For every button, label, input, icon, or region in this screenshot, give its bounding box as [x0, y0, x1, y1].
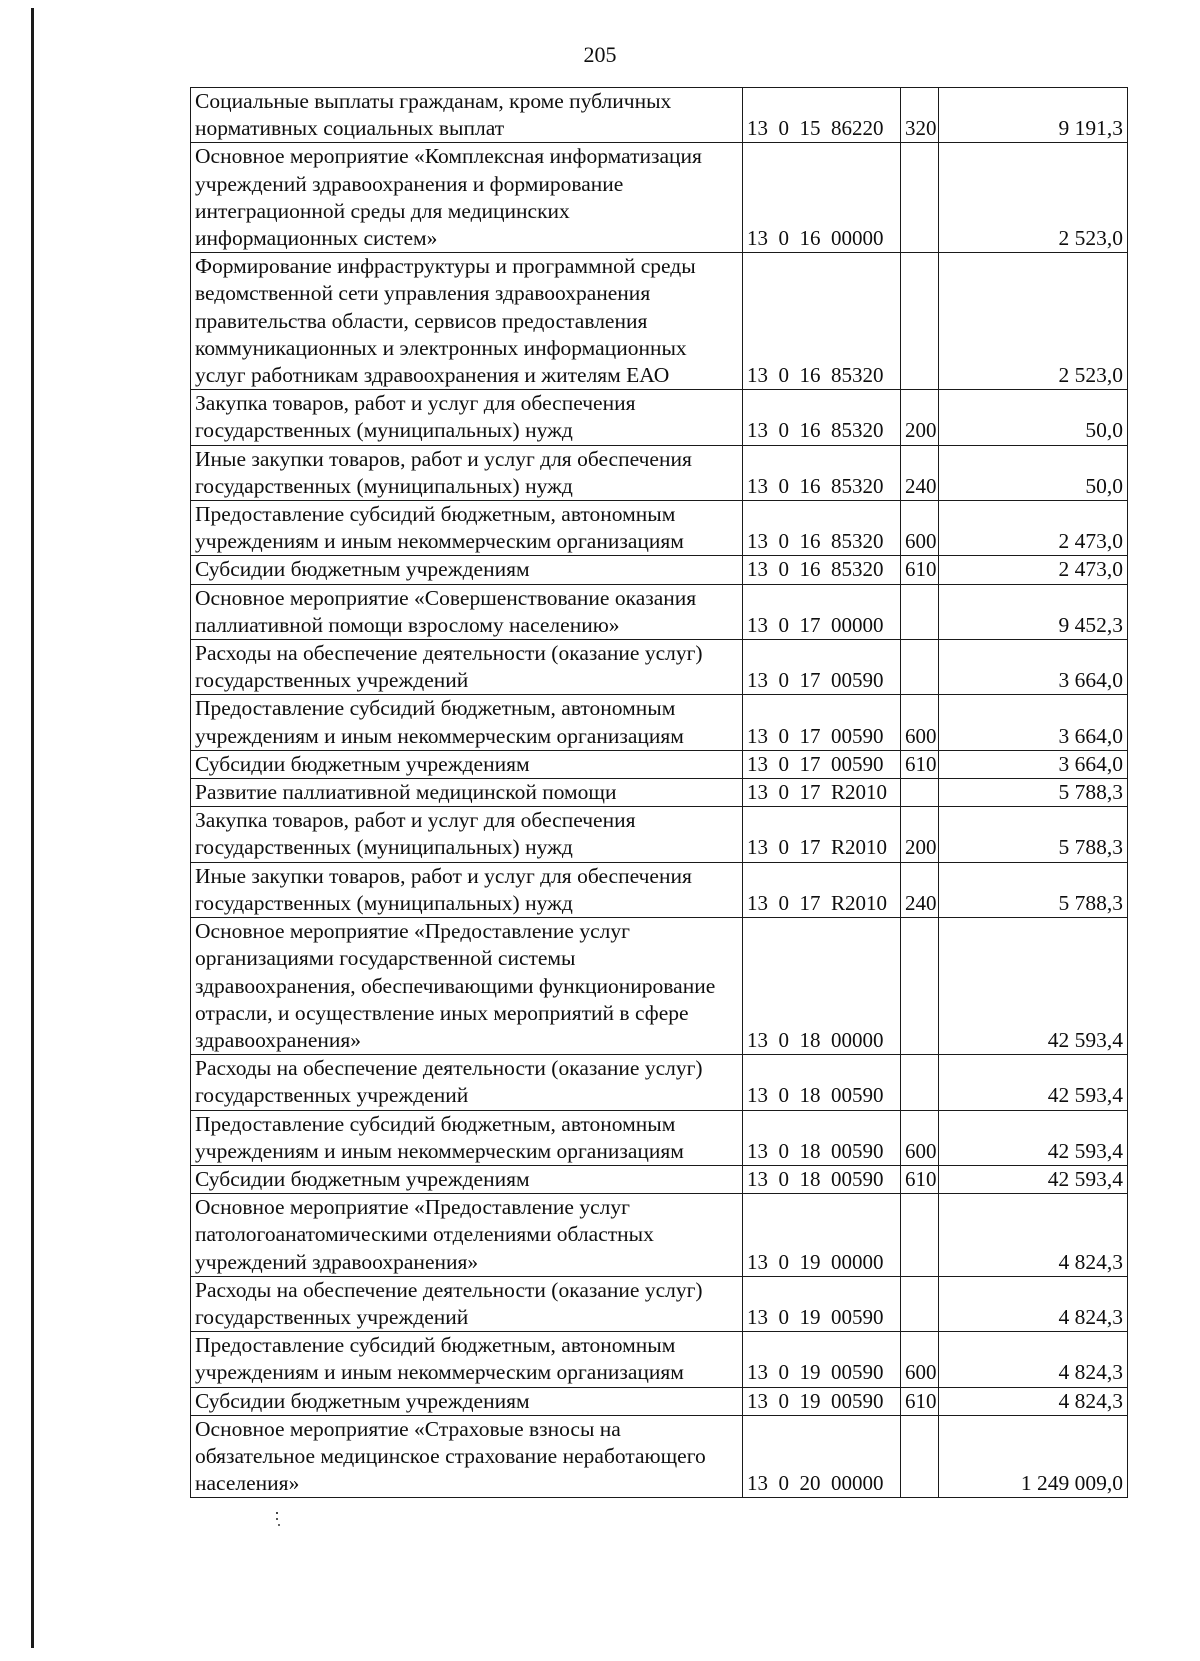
amount-cell: 2 523,0 [939, 253, 1128, 390]
expense-name-cell: Расходы на обеспечение деятельности (оказание услуг) государственных учреждений [191, 640, 743, 695]
amount-cell: 5 788,3 [939, 862, 1128, 917]
table-row [191, 584, 1128, 639]
expense-name-cell: Развитие паллиативной медицинской помощи [191, 779, 743, 807]
amount-cell: 3 664,0 [939, 750, 1128, 778]
budget-table [190, 87, 1128, 1498]
table-row [191, 556, 1128, 584]
classification-code-cell: 13 0 16 85320 [743, 556, 901, 584]
classification-code-cell: 13 0 19 00000 [743, 1194, 901, 1277]
table-row [191, 807, 1128, 862]
expense-name-cell: Предоставление субсидий бюджетным, автономным учреждениям и иным некоммерческим организациям [191, 1110, 743, 1165]
classification-code-cell: 13 0 19 00590 [743, 1387, 901, 1415]
expense-type-cell: 600 [901, 695, 939, 750]
scan-artifact [276, 1512, 278, 1514]
expense-type-cell: 600 [901, 1332, 939, 1387]
expense-type-cell [901, 918, 939, 1055]
table-row [191, 1332, 1128, 1387]
table-row [191, 501, 1128, 556]
expense-name-cell: Предоставление субсидий бюджетным, автономным учреждениям и иным некоммерческим организациям [191, 501, 743, 556]
table-row [191, 1415, 1128, 1498]
expense-type-cell [901, 1276, 939, 1331]
table-row [191, 390, 1128, 445]
expense-name-cell: Субсидии бюджетным учреждениям [191, 1387, 743, 1415]
expense-name-cell: Иные закупки товаров, работ и услуг для обеспечения государственных (муниципальных) нужд [191, 862, 743, 917]
expense-name-cell: Субсидии бюджетным учреждениям [191, 750, 743, 778]
expense-type-cell: 240 [901, 445, 939, 500]
expense-type-cell: 610 [901, 1387, 939, 1415]
table-row [191, 88, 1128, 143]
expense-type-cell: 200 [901, 390, 939, 445]
expense-name-cell: Закупка товаров, работ и услуг для обеспечения государственных (муниципальных) нужд [191, 390, 743, 445]
table-row [191, 1194, 1128, 1277]
classification-code-cell: 13 0 18 00590 [743, 1165, 901, 1193]
amount-cell: 42 593,4 [939, 918, 1128, 1055]
expense-type-cell [901, 1055, 939, 1110]
amount-cell: 4 824,3 [939, 1332, 1128, 1387]
amount-cell: 42 593,4 [939, 1055, 1128, 1110]
expense-name-cell: Основное мероприятие «Страховые взносы на обязательное медицинское страхование неработающего населения» [191, 1415, 743, 1498]
table-row [191, 1165, 1128, 1193]
classification-code-cell: 13 0 19 00590 [743, 1332, 901, 1387]
expense-type-cell: 600 [901, 1110, 939, 1165]
classification-code-cell: 13 0 15 86220 [743, 88, 901, 143]
expense-type-cell: 600 [901, 501, 939, 556]
expense-name-cell: Основное мероприятие «Совершенствование оказания паллиативной помощи взрослому населению» [191, 584, 743, 639]
expense-type-cell: 610 [901, 556, 939, 584]
table-row [191, 750, 1128, 778]
amount-cell: 2 523,0 [939, 143, 1128, 253]
amount-cell: 9 191,3 [939, 88, 1128, 143]
amount-cell: 2 473,0 [939, 501, 1128, 556]
amount-cell: 50,0 [939, 390, 1128, 445]
expense-name-cell: Предоставление субсидий бюджетным, автономным учреждениям и иным некоммерческим организациям [191, 1332, 743, 1387]
expense-type-cell [901, 1194, 939, 1277]
classification-code-cell: 13 0 18 00000 [743, 918, 901, 1055]
expense-name-cell: Основное мероприятие «Предоставление услуг патологоанатомическими отделениями областных учреждений здравоохранения» [191, 1194, 743, 1277]
classification-code-cell: 13 0 16 00000 [743, 143, 901, 253]
table-row [191, 640, 1128, 695]
expense-name-cell: Субсидии бюджетным учреждениям [191, 1165, 743, 1193]
expense-name-cell: Предоставление субсидий бюджетным, автономным учреждениям и иным некоммерческим организациям [191, 695, 743, 750]
table-row [191, 445, 1128, 500]
classification-code-cell: 13 0 17 R2010 [743, 779, 901, 807]
classification-code-cell: 13 0 16 85320 [743, 390, 901, 445]
table-row [191, 1387, 1128, 1415]
expense-type-cell [901, 584, 939, 639]
amount-cell: 4 824,3 [939, 1194, 1128, 1277]
expense-type-cell: 200 [901, 807, 939, 862]
expense-name-cell: Закупка товаров, работ и услуг для обеспечения государственных (муниципальных) нужд [191, 807, 743, 862]
classification-code-cell: 13 0 16 85320 [743, 445, 901, 500]
amount-cell: 9 452,3 [939, 584, 1128, 639]
expense-name-cell: Расходы на обеспечение деятельности (оказание услуг) государственных учреждений [191, 1055, 743, 1110]
classification-code-cell: 13 0 18 00590 [743, 1110, 901, 1165]
table-row [191, 253, 1128, 390]
amount-cell: 42 593,4 [939, 1110, 1128, 1165]
expense-name-cell: Формирование инфраструктуры и программной среды ведомственной сети управления здравоохранения правительства области, сервисов предоставления коммуникационных и электронных информационных услуг работникам здравоохранения и жителям ЕАО [191, 253, 743, 390]
expense-type-cell: 240 [901, 862, 939, 917]
expense-type-cell [901, 640, 939, 695]
classification-code-cell: 13 0 17 00590 [743, 695, 901, 750]
classification-code-cell: 13 0 17 00000 [743, 584, 901, 639]
classification-code-cell: 13 0 17 00590 [743, 640, 901, 695]
table-row [191, 1276, 1128, 1331]
amount-cell: 5 788,3 [939, 779, 1128, 807]
amount-cell: 50,0 [939, 445, 1128, 500]
classification-code-cell: 13 0 17 00590 [743, 750, 901, 778]
expense-type-cell [901, 253, 939, 390]
expense-name-cell: Основное мероприятие «Комплексная информатизация учреждений здравоохранения и формирование интеграционной среды для медицинских информационных систем» [191, 143, 743, 253]
amount-cell: 5 788,3 [939, 807, 1128, 862]
amount-cell: 3 664,0 [939, 640, 1128, 695]
expense-type-cell: 610 [901, 1165, 939, 1193]
expense-type-cell [901, 1415, 939, 1498]
expense-name-cell: Субсидии бюджетным учреждениям [191, 556, 743, 584]
table-row [191, 695, 1128, 750]
expense-name-cell: Иные закупки товаров, работ и услуг для обеспечения государственных (муниципальных) нужд [191, 445, 743, 500]
table-row [191, 1110, 1128, 1165]
amount-cell: 4 824,3 [939, 1276, 1128, 1331]
amount-cell: 3 664,0 [939, 695, 1128, 750]
table-row [191, 779, 1128, 807]
expense-name-cell: Социальные выплаты гражданам, кроме публичных нормативных социальных выплат [191, 88, 743, 143]
classification-code-cell: 13 0 18 00590 [743, 1055, 901, 1110]
classification-code-cell: 13 0 20 00000 [743, 1415, 901, 1498]
classification-code-cell: 13 0 16 85320 [743, 253, 901, 390]
table-row [191, 143, 1128, 253]
expense-type-cell [901, 779, 939, 807]
expense-type-cell [901, 143, 939, 253]
expense-name-cell: Расходы на обеспечение деятельности (оказание услуг) государственных учреждений [191, 1276, 743, 1331]
table-row [191, 918, 1128, 1055]
amount-cell: 1 249 009,0 [939, 1415, 1128, 1498]
budget-table-body [191, 88, 1128, 1498]
classification-code-cell: 13 0 17 R2010 [743, 862, 901, 917]
expense-type-cell: 610 [901, 750, 939, 778]
amount-cell: 4 824,3 [939, 1387, 1128, 1415]
binding-edge [31, 8, 34, 1648]
expense-name-cell: Основное мероприятие «Предоставление услуг организациями государственной системы здравоохранения, обеспечивающими функционирование отрасли, и осуществление иных мероприятий в сфере здравоохранения» [191, 918, 743, 1055]
expense-type-cell: 320 [901, 88, 939, 143]
classification-code-cell: 13 0 19 00590 [743, 1276, 901, 1331]
page-number: 205 [583, 42, 617, 67]
amount-cell: 42 593,4 [939, 1165, 1128, 1193]
table-row [191, 1055, 1128, 1110]
amount-cell: 2 473,0 [939, 556, 1128, 584]
classification-code-cell: 13 0 16 85320 [743, 501, 901, 556]
classification-code-cell: 13 0 17 R2010 [743, 807, 901, 862]
table-row [191, 862, 1128, 917]
